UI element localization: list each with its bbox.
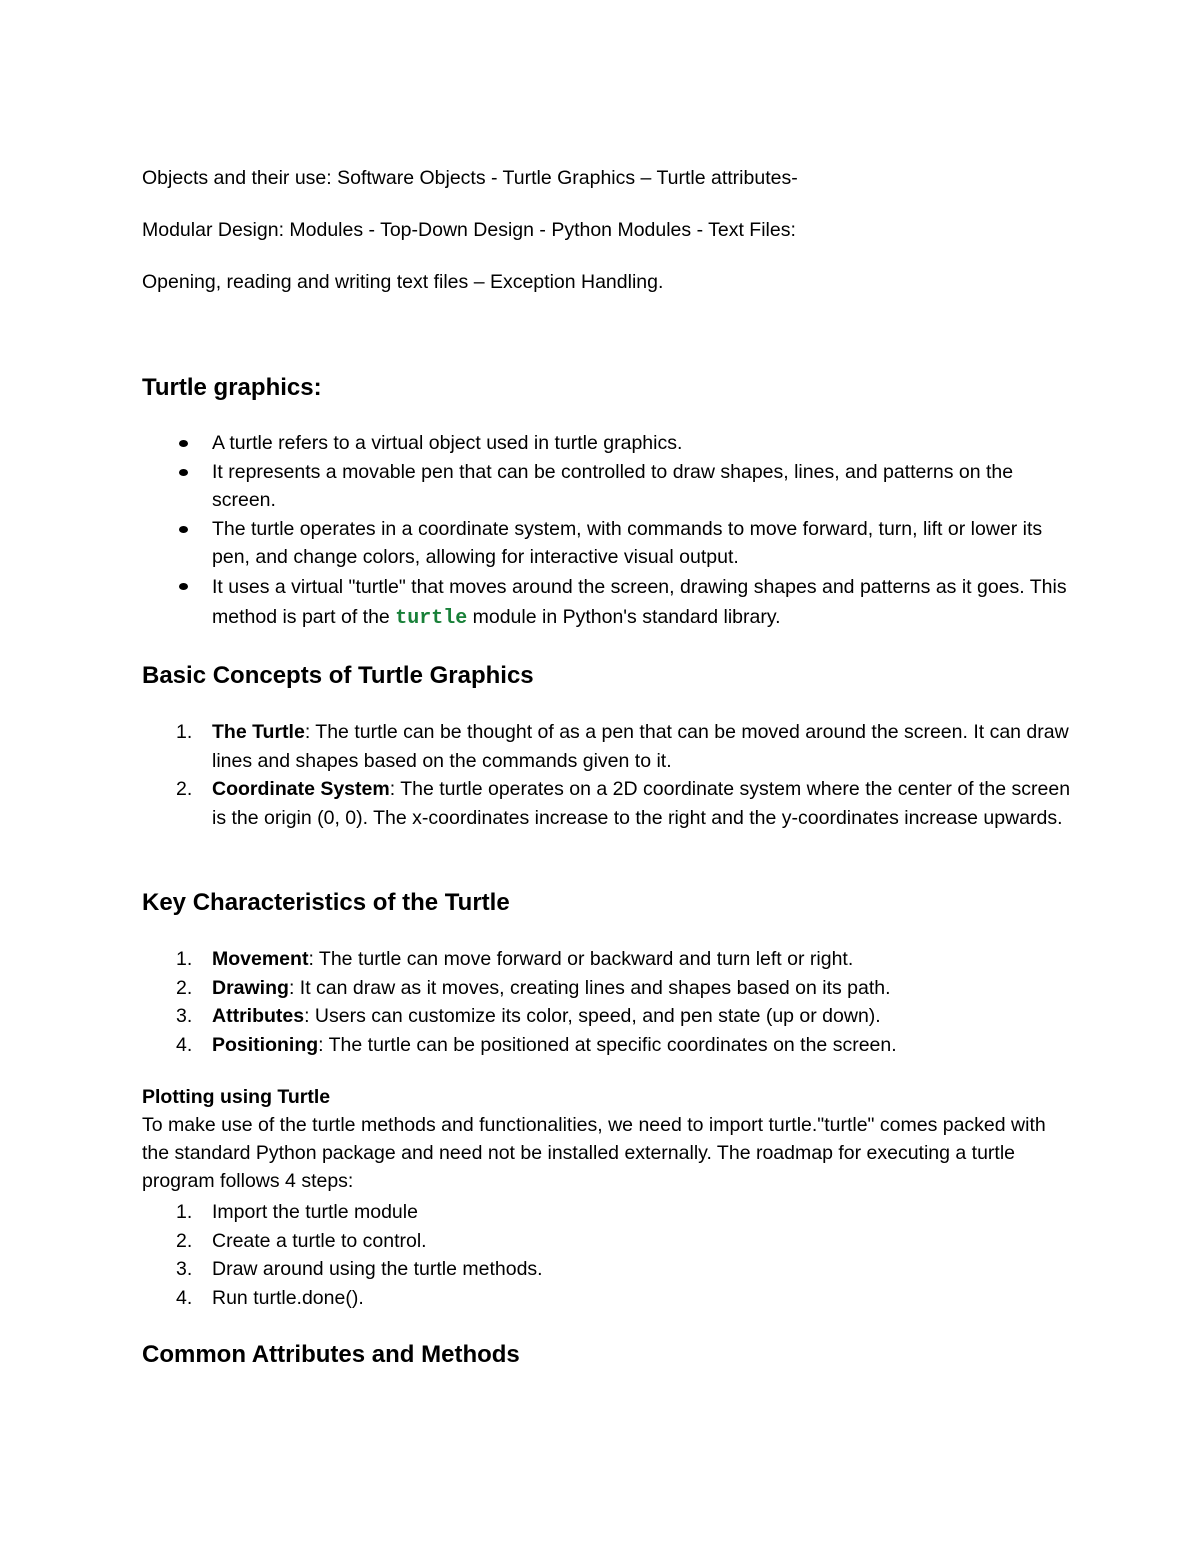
bullet-item [142,515,1072,572]
heading-plotting-using-turtle: Plotting using Turtle [142,1086,331,1108]
intro-line-3: Opening, reading and writing text files – Exception Handling. [142,271,664,293]
list-text: : It can draw as it moves, creating lines and shapes based on its path. [288,976,891,999]
list-item [142,1284,1072,1313]
plotting-paragraph: To make use of the turtle methods and functionalities, we need to import turtle."turtle" comes packed with the standard Python package and need not be installed externally. The roadmap for executing a turtle program follows 4 steps: [142,1114,1046,1192]
list-item [142,974,1072,1003]
list-number: 3. [176,1258,193,1281]
list-term: Movement [212,948,309,970]
plotting-steps-list [142,1198,1072,1312]
bullet-dot-icon [179,469,188,476]
list-number: 4. [176,1286,193,1309]
list-number: 4. [176,1033,193,1056]
list-number: 3. [176,1005,193,1028]
list-item [142,718,1072,775]
list-number: 1. [176,721,193,743]
list-text: Draw around using the turtle methods. [212,1258,543,1281]
list-text: : The turtle can be thought of as a pen that can be moved around the screen. It can draw lines and shapes based on the commands given to it. [212,721,1069,772]
list-text: : The turtle operates on a 2D coordinate system where the center of the screen is the origin (0, 0). The x-coordinates increase to the right and the y-coordinates increase upwards. [212,778,1071,829]
bullet-text [212,572,1072,635]
bullet-item [142,429,1072,458]
list-text: Import the turtle module [212,1201,418,1223]
list-number: 2. [176,976,193,999]
list-term: Attributes [212,1005,305,1028]
bullet-text: It represents a movable pen that can be controlled to draw shapes, lines, and patterns on the screen. [212,460,1014,512]
list-number: 2. [176,1229,193,1252]
bullet-text: A turtle refers to a virtual object used in turtle graphics. [212,432,683,454]
list-item [142,1255,1072,1284]
list-text: Run turtle.done(). [212,1286,364,1309]
bullet-item [142,458,1072,515]
list-text: : The turtle can be positioned at specific coordinates on the screen. [318,1033,897,1056]
basic-concepts-list [142,718,1072,832]
intro-line-1: Objects and their use: Software Objects - Turtle Graphics – Turtle attributes- [142,167,798,189]
heading-turtle-graphics: Turtle graphics: [142,374,322,401]
list-term: Drawing [212,976,289,999]
key-characteristics-list [142,945,1072,1059]
intro-line-2: Modular Design: Modules - Top-Down Design - Python Modules - Text Files: [142,219,796,241]
bullet-item [142,572,1072,635]
bullet-text: The turtle operates in a coordinate system, with commands to move forward, turn, lift or lower its pen, and change colors, allowing for interactive visual output. [212,517,1043,569]
list-item [142,775,1072,832]
list-number: 1. [176,948,193,970]
list-number: 1. [176,1201,193,1223]
list-term: Coordinate System [212,778,390,801]
bullet-dot-icon [179,526,188,533]
list-item [142,945,1072,974]
turtle-graphics-bullets [142,429,1072,635]
heading-common-attributes: Common Attributes and Methods [142,1341,520,1368]
list-item [142,1227,1072,1256]
list-number: 2. [176,778,193,801]
list-term: Positioning [212,1033,319,1056]
list-text: : The turtle can move forward or backward and turn left or right. [308,948,854,970]
bullet-dot-icon [179,583,188,590]
list-term: The Turtle [212,721,305,743]
list-item [142,1002,1072,1031]
bullet-text-part: It uses a virtual "turtle" that moves around the screen, drawing shapes and patterns as it goes. This method is part of the [212,575,1067,629]
bullet-text-part: module in Python's standard library. [467,606,781,629]
heading-basic-concepts: Basic Concepts of Turtle Graphics [142,662,534,689]
bullet-dot-icon [179,440,188,447]
list-item [142,1198,1072,1227]
list-item [142,1031,1072,1060]
list-text: : Users can customize its color, speed, and pen state (up or down). [304,1005,881,1028]
inline-code-turtle: turtle [395,607,468,631]
list-text: Create a turtle to control. [212,1229,427,1252]
heading-key-characteristics: Key Characteristics of the Turtle [142,889,510,916]
